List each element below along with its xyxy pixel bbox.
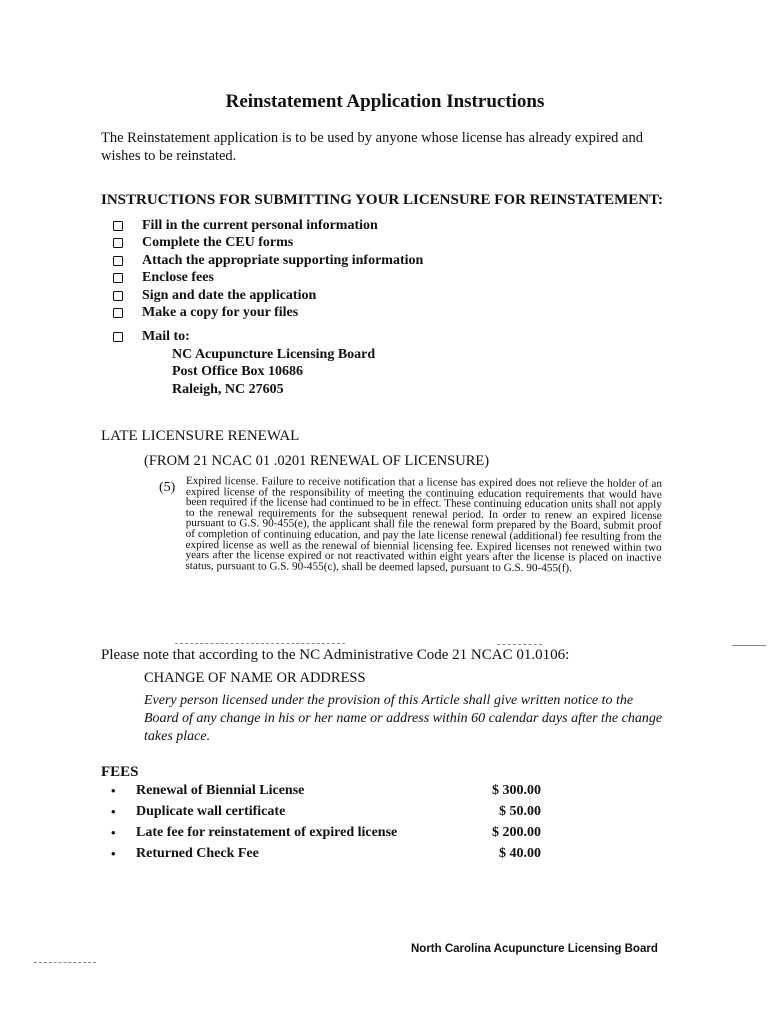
checkbox-icon [113,332,123,342]
mail-to-block [113,328,375,398]
checkbox-icon [113,221,123,231]
checklist-item: Sign and date the application [113,287,423,305]
fees-list [111,780,541,864]
fee-item [111,780,541,801]
bullet-icon: • [111,824,116,840]
scan-artifact-line [175,643,345,644]
change-name-heading: CHANGE OF NAME OR ADDRESS [144,670,366,686]
fee-amount: $ 300.00 [492,782,541,798]
fee-amount: $ 200.00 [492,824,541,840]
change-name-text: Every person licensed under the provision of this Article shall give written notice to the Board of any change in his or her name or address within 60 calendar days after the change takes place. [144,693,663,744]
late-renewal-heading: LATE LICENSURE RENEWAL [101,428,300,444]
checklist-item: Fill in the current personal information [113,217,423,235]
bullet-icon: • [111,845,116,861]
late-renewal-source: (FROM 21 NCAC 01 .0201 RENEWAL OF LICENSURE) [144,453,490,469]
bullet-icon: • [111,782,116,798]
bullet-icon: • [111,803,116,819]
intro-paragraph: The Reinstatement application is to be used by anyone whose license has already expired and wishes to be reinstated. [101,130,643,164]
scan-artifact-line [34,962,96,963]
address-line: NC Acupuncture Licensing Board [172,346,376,362]
mailing-address [172,346,375,399]
page-title: Reinstatement Application Instructions [225,91,545,112]
checklist-item: Enclose fees [113,270,423,288]
fee-amount: $ 40.00 [499,845,541,861]
instructions-checklist [113,217,423,322]
rule-paragraph: Expired license. Failure to receive notification that a license has expired does not relieve the holder of an expired license of the responsibility of meeting the continuing education requirements that would have been required if the license had continued to be in effect. These continuing education units shall not apply to the renewal requirements for the subsequent renewal period. In order to renew an expired license pursuant to G.S. 90-455(e), the applicant shall file the renewal form prepared by the Board, submit proof of completion of continuing education, and pay the late license renewal (additional) fee resulting from the expired license as well as the renewal of biennial licensing fee. Expired licenses not renewed within two years after the license expired or not reactivated within eight years after the license is placed on inactive status, pursuant to G.S. 90-455(c), shall be deemed lapsed, pursuant to G.S. 90-455(f). [185,475,662,575]
fee-label: Duplicate wall certificate [136,803,286,819]
fee-item [111,822,541,843]
rule-number: (5) [159,480,176,495]
scan-artifact-line [497,644,542,645]
address-line: Raleigh, NC 27605 [172,381,284,397]
checklist-item: Attach the appropriate supporting information [113,252,423,270]
checkbox-icon [113,238,123,248]
fee-item [111,843,541,864]
checkbox-icon [113,256,123,266]
mail-label: Mail to: [142,328,190,344]
fees-heading: FEES [101,764,139,780]
checklist-item: Make a copy for your files [113,305,423,323]
checkbox-icon [113,273,123,283]
fee-label: Returned Check Fee [136,845,259,861]
admin-code-note: Please note that according to the NC Administrative Code 21 NCAC 01.0106: [101,647,570,663]
scan-artifact-line [732,645,766,646]
footer-board-name: North Carolina Acupuncture Licensing Board [411,943,658,955]
address-line: Post Office Box 10686 [172,364,304,379]
checkbox-icon [113,291,123,301]
fee-label: Late fee for reinstatement of expired license [136,824,398,840]
checkbox-icon [113,308,123,318]
fee-item [111,801,541,822]
fee-amount: $ 50.00 [499,803,541,819]
instructions-heading: INSTRUCTIONS FOR SUBMITTING YOUR LICENSURE FOR REINSTATEMENT: [101,192,664,208]
checklist-item: Complete the CEU forms [113,235,423,253]
fee-label: Renewal of Biennial License [136,782,305,798]
